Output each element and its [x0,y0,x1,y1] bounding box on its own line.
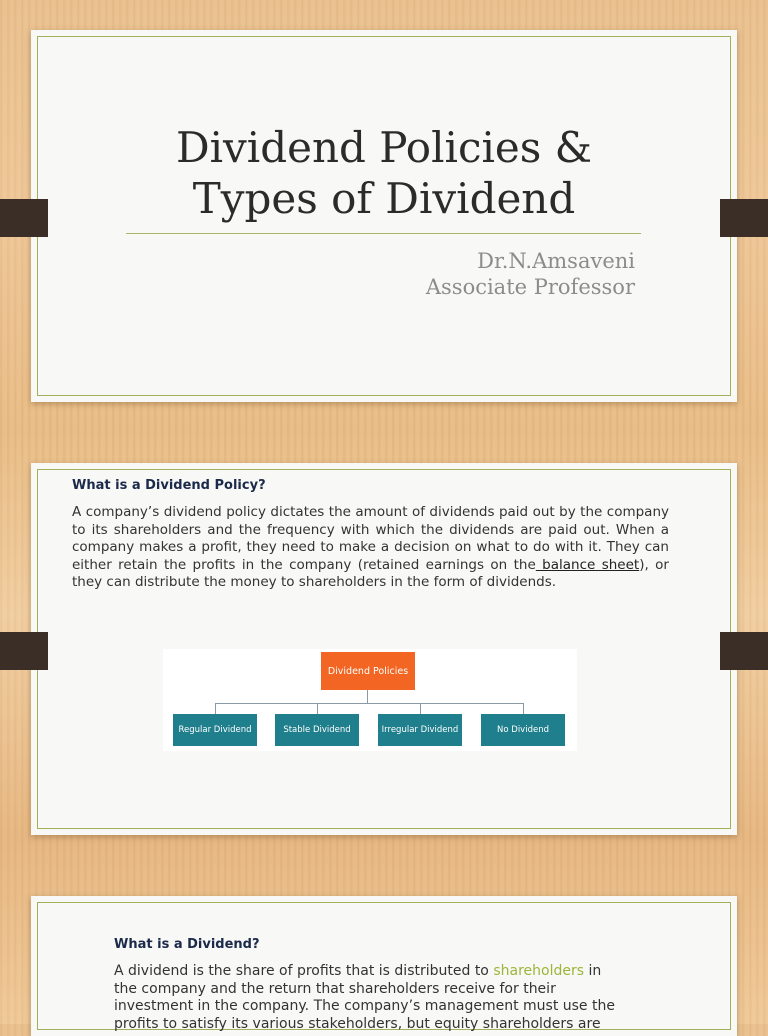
diagram-node-regular: Regular Dividend [173,714,257,746]
diagram-connector [215,703,524,704]
shareholders-link[interactable]: shareholders [493,963,585,979]
paragraph-text-end: ), or they can distribute the money to shareholders in the form of dividends. [72,556,669,590]
slide-paragraph [72,504,669,592]
binder-clip [720,632,768,670]
slide-heading: What is a Dividend? [114,937,260,952]
binder-clip [0,632,48,670]
what-is-dividend-slide [31,896,737,1036]
paragraph-text-end: in the company and the return that shareholders receive for their investment in the company. The company’s management must use the profits to satisfy its various stakeholders, but equity shareholders are [114,963,615,1032]
diagram-node-irregular: Irregular Dividend [378,714,462,746]
diagram-node-stable: Stable Dividend [275,714,359,746]
author-title: Associate Professor [425,275,635,299]
title-line-2: Types of Dividend [192,174,576,223]
slide-paragraph [114,963,624,1033]
dividend-policy-slide [31,463,737,835]
binder-clip [0,199,48,237]
slide-heading: What is a Dividend Policy? [72,478,266,493]
author-name: Dr.N.Amsaveni [477,249,635,273]
binder-clip [720,199,768,237]
diagram-connector [215,703,216,714]
diagram-root-node: Dividend Policies [321,652,415,690]
slide-title [31,122,737,224]
diagram-connector [367,690,368,703]
diagram-connector [317,703,318,714]
title-line-1: Dividend Policies & [175,123,593,172]
title-slide [31,30,737,402]
dividend-policies-diagram [163,649,577,751]
paragraph-text: A company’s dividend policy dictates the amount of dividends paid out by the company to its shareholders and the frequency with which the dividends are paid out. When a company makes a profit, they need to make a decision on what to do with it. They can either retain the profits in the company (retained earnings on the [72,504,669,573]
paragraph-text: A dividend is the share of profits that is distributed to [114,963,494,979]
diagram-node-no-dividend: No Dividend [481,714,565,746]
diagram-connector [420,703,421,714]
balance-sheet-link[interactable]: balance sheet [535,556,640,573]
title-divider [126,233,641,234]
author-block [426,248,635,300]
diagram-connector [523,703,524,714]
